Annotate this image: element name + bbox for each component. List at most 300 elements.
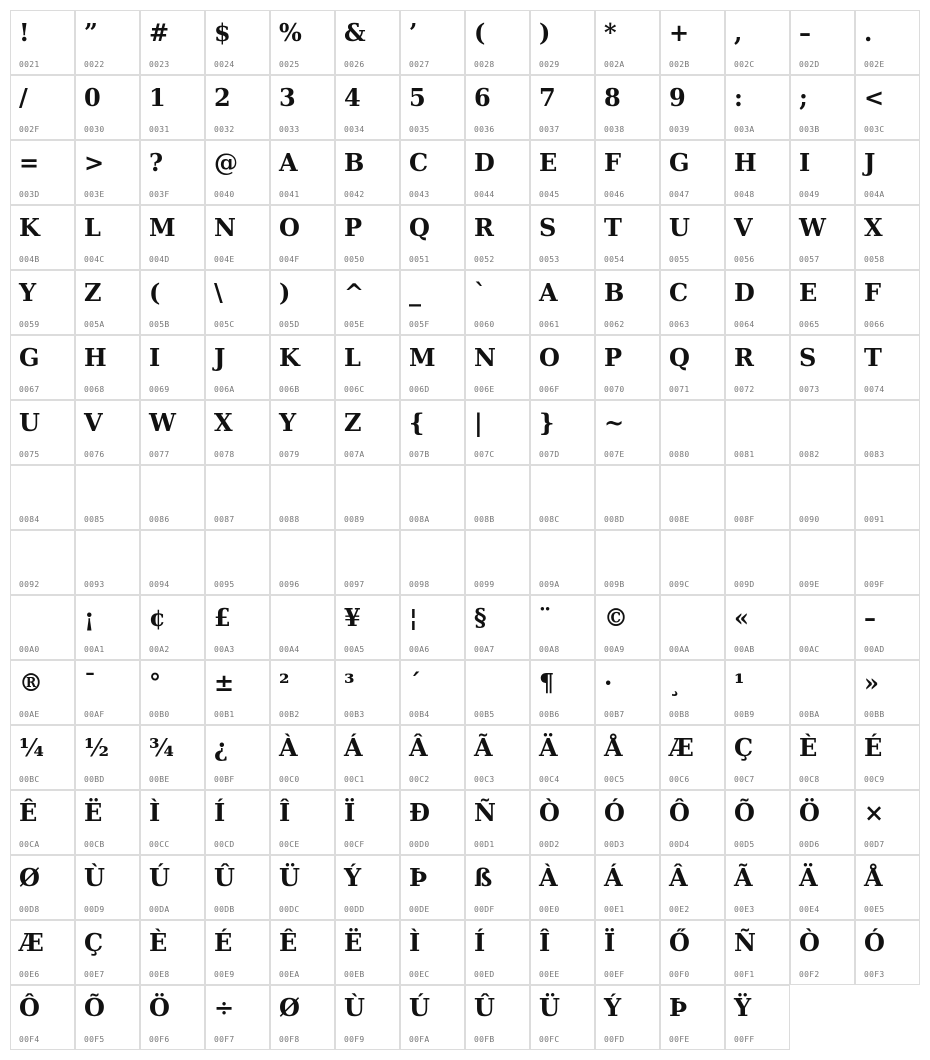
glyph-cell <box>270 530 335 595</box>
glyph-code-label: 00F2 <box>799 970 820 979</box>
glyph-character: K <box>279 343 300 372</box>
glyph-cell <box>465 530 530 595</box>
glyph-code-label: 00F0 <box>669 970 690 979</box>
glyph-code-label: 00D7 <box>864 840 885 849</box>
glyph-code-label: 00F9 <box>344 1035 365 1044</box>
glyph-code-label: 009C <box>669 580 690 589</box>
glyph-cell <box>335 595 400 660</box>
glyph-character: Ò <box>799 928 820 957</box>
glyph-cell <box>855 595 920 660</box>
glyph-code-label: 00DC <box>279 905 300 914</box>
glyph-cell <box>10 660 75 725</box>
glyph-character: 9 <box>669 83 686 112</box>
glyph-cell <box>790 335 855 400</box>
glyph-character: Ñ <box>474 798 496 827</box>
glyph-code-label: 00BC <box>19 775 40 784</box>
glyph-code-label: 0044 <box>474 190 495 199</box>
glyph-character: Þ <box>409 863 428 892</box>
glyph-code-label: 008F <box>734 515 755 524</box>
glyph-cell <box>270 465 335 530</box>
glyph-cell <box>335 205 400 270</box>
glyph-code-label: 0072 <box>734 385 755 394</box>
glyph-cell <box>790 400 855 465</box>
glyph-code-label: 0033 <box>279 125 300 134</box>
glyph-character: W <box>799 213 826 242</box>
glyph-code-label: 003F <box>149 190 170 199</box>
glyph-character: T <box>864 343 882 372</box>
glyph-cell <box>140 855 205 920</box>
glyph-cell <box>205 855 270 920</box>
glyph-character: À <box>279 733 298 762</box>
glyph-character: ¸ <box>669 668 681 697</box>
glyph-character: Á <box>344 733 363 762</box>
glyph-code-label: 0067 <box>19 385 40 394</box>
glyph-cell <box>400 75 465 140</box>
glyph-cell <box>725 595 790 660</box>
glyph-code-label: 0090 <box>799 515 820 524</box>
glyph-code-label: 00A6 <box>409 645 430 654</box>
glyph-code-label: 0024 <box>214 60 235 69</box>
glyph-character: ß <box>474 863 493 892</box>
glyph-code-label: 00E7 <box>84 970 105 979</box>
glyph-cell <box>205 985 270 1050</box>
glyph-cell <box>335 335 400 400</box>
glyph-cell <box>660 205 725 270</box>
glyph-cell <box>465 270 530 335</box>
glyph-cell <box>400 595 465 660</box>
glyph-character: ¿ <box>214 733 229 762</box>
glyph-cell <box>400 530 465 595</box>
glyph-cell <box>400 660 465 725</box>
glyph-character: Æ <box>669 733 694 762</box>
glyph-code-label: 00FC <box>539 1035 560 1044</box>
glyph-character: ¥ <box>344 603 361 632</box>
glyph-cell <box>10 790 75 855</box>
glyph-character: Æ <box>19 928 44 957</box>
glyph-cell <box>270 790 335 855</box>
glyph-code-label: 00C8 <box>799 775 820 784</box>
glyph-code-label: 009E <box>799 580 820 589</box>
glyph-code-label: 006F <box>539 385 560 394</box>
glyph-character: { <box>409 408 425 437</box>
glyph-code-label: 0041 <box>279 190 300 199</box>
glyph-code-label: 00FA <box>409 1035 430 1044</box>
glyph-cell <box>465 335 530 400</box>
glyph-character: ® <box>19 668 43 697</box>
glyph-code-label: 0059 <box>19 320 40 329</box>
glyph-cell <box>725 725 790 790</box>
glyph-character: 5 <box>409 83 426 112</box>
glyph-cell <box>75 270 140 335</box>
glyph-code-label: 004E <box>214 255 235 264</box>
glyph-code-label: 0035 <box>409 125 430 134</box>
glyph-cell <box>660 270 725 335</box>
glyph-code-label: 006C <box>344 385 365 394</box>
glyph-character: C <box>409 148 429 177</box>
glyph-character: W <box>149 408 176 437</box>
glyph-character: V <box>84 408 103 437</box>
glyph-code-label: 002F <box>19 125 40 134</box>
glyph-code-label: 00CD <box>214 840 235 849</box>
glyph-cell <box>790 140 855 205</box>
glyph-code-label: 00A7 <box>474 645 495 654</box>
glyph-character: D <box>734 278 755 307</box>
glyph-code-label: 0078 <box>214 450 235 459</box>
glyph-cell <box>530 75 595 140</box>
glyph-character: Z <box>84 278 102 307</box>
glyph-cell <box>335 530 400 595</box>
glyph-code-label: 0023 <box>149 60 170 69</box>
glyph-cell <box>790 595 855 660</box>
glyph-character: » <box>864 668 879 697</box>
glyph-code-label: 00C1 <box>344 775 365 784</box>
glyph-cell <box>400 985 465 1050</box>
glyph-cell <box>10 855 75 920</box>
glyph-cell <box>465 140 530 205</box>
glyph-character: Õ <box>84 993 105 1022</box>
glyph-code-label: 0094 <box>149 580 170 589</box>
glyph-code-label: 0051 <box>409 255 430 264</box>
glyph-cell <box>10 985 75 1050</box>
glyph-code-label: 00CB <box>84 840 105 849</box>
glyph-cell <box>725 985 790 1050</box>
glyph-cell <box>75 530 140 595</box>
glyph-cell <box>335 400 400 465</box>
glyph-code-label: 00BA <box>799 710 820 719</box>
glyph-cell <box>595 75 660 140</box>
glyph-cell <box>10 205 75 270</box>
glyph-cell <box>595 335 660 400</box>
glyph-cell <box>140 335 205 400</box>
glyph-code-label: 0098 <box>409 580 430 589</box>
glyph-character: L <box>344 343 361 372</box>
glyph-code-label: 0053 <box>539 255 560 264</box>
glyph-cell <box>530 790 595 855</box>
glyph-cell <box>855 725 920 790</box>
glyph-cell <box>855 270 920 335</box>
glyph-character: & <box>344 18 366 47</box>
glyph-character: V <box>734 213 753 242</box>
glyph-character: Ý <box>604 993 622 1022</box>
glyph-character: Ç <box>84 928 104 957</box>
glyph-code-label: 00C3 <box>474 775 495 784</box>
glyph-cell <box>660 985 725 1050</box>
glyph-character: A <box>539 278 558 307</box>
glyph-cell <box>660 790 725 855</box>
glyph-character: , <box>734 18 743 47</box>
glyph-character: Ø <box>279 993 300 1022</box>
glyph-cell <box>595 660 660 725</box>
glyph-cell <box>10 595 75 660</box>
glyph-cell <box>660 725 725 790</box>
glyph-cell <box>725 140 790 205</box>
glyph-character: < <box>864 83 885 112</box>
glyph-code-label: 002E <box>864 60 885 69</box>
glyph-character: Â <box>669 863 688 892</box>
glyph-code-label: 00F5 <box>84 1035 105 1044</box>
glyph-character: Z <box>344 408 362 437</box>
glyph-cell <box>335 855 400 920</box>
glyph-code-label: 00B4 <box>409 710 430 719</box>
glyph-character: I <box>149 343 161 372</box>
glyph-character: À <box>539 863 558 892</box>
glyph-code-label: 0064 <box>734 320 755 329</box>
glyph-character: ½ <box>84 733 110 762</box>
glyph-cell <box>595 530 660 595</box>
glyph-code-label: 004B <box>19 255 40 264</box>
glyph-character: Ò <box>539 798 560 827</box>
glyph-character: Â <box>409 733 428 762</box>
glyph-code-label: 0082 <box>799 450 820 459</box>
glyph-code-label: 006E <box>474 385 495 394</box>
glyph-character: / <box>19 83 28 112</box>
glyph-character: _ <box>409 278 421 307</box>
glyph-code-label: 00E1 <box>604 905 625 914</box>
glyph-cell <box>530 465 595 530</box>
glyph-code-label: 0065 <box>799 320 820 329</box>
glyph-character: 2 <box>214 83 231 112</box>
glyph-cell <box>205 75 270 140</box>
glyph-code-label: 0038 <box>604 125 625 134</box>
glyph-character: Q <box>409 213 430 242</box>
glyph-cell <box>270 595 335 660</box>
glyph-cell <box>140 790 205 855</box>
glyph-cell <box>660 530 725 595</box>
glyph-cell <box>530 270 595 335</box>
glyph-cell <box>790 725 855 790</box>
glyph-code-label: 00D4 <box>669 840 690 849</box>
glyph-grid <box>10 10 920 1050</box>
glyph-cell <box>205 530 270 595</box>
glyph-character: Á <box>604 863 623 892</box>
glyph-code-label: 0042 <box>344 190 365 199</box>
glyph-character: Î <box>279 798 291 827</box>
glyph-code-label: 00F6 <box>149 1035 170 1044</box>
glyph-character: C <box>669 278 689 307</box>
glyph-code-label: 0028 <box>474 60 495 69</box>
glyph-cell <box>75 335 140 400</box>
glyph-cell <box>530 595 595 660</box>
glyph-cell <box>465 75 530 140</box>
glyph-cell <box>530 855 595 920</box>
glyph-character: F <box>864 278 882 307</box>
glyph-code-label: 0070 <box>604 385 625 394</box>
glyph-cell <box>205 595 270 660</box>
glyph-cell <box>205 400 270 465</box>
glyph-code-label: 00D6 <box>799 840 820 849</box>
glyph-code-label: 0066 <box>864 320 885 329</box>
glyph-cell <box>530 530 595 595</box>
glyph-code-label: 0022 <box>84 60 105 69</box>
glyph-code-label: 0080 <box>669 450 690 459</box>
glyph-code-label: 0029 <box>539 60 560 69</box>
glyph-code-label: 00AE <box>19 710 40 719</box>
glyph-code-label: 00B1 <box>214 710 235 719</box>
glyph-code-label: 0083 <box>864 450 885 459</box>
glyph-cell <box>855 790 920 855</box>
glyph-code-label: 002C <box>734 60 755 69</box>
glyph-character: ) <box>279 278 291 307</box>
glyph-character: Ì <box>409 928 421 957</box>
glyph-character: ¾ <box>149 733 175 762</box>
glyph-code-label: 007B <box>409 450 430 459</box>
glyph-code-label: 0097 <box>344 580 365 589</box>
glyph-code-label: 004D <box>149 255 170 264</box>
glyph-code-label: 005F <box>409 320 430 329</box>
glyph-cell <box>335 660 400 725</box>
glyph-character: 0 <box>84 83 101 112</box>
glyph-code-label: 008D <box>604 515 625 524</box>
glyph-code-label: 00DE <box>409 905 430 914</box>
glyph-character: Ì <box>149 798 161 827</box>
glyph-cell <box>335 10 400 75</box>
glyph-code-label: 00A1 <box>84 645 105 654</box>
glyph-character: « <box>734 603 749 632</box>
glyph-cell <box>10 465 75 530</box>
glyph-character: 7 <box>539 83 556 112</box>
glyph-character: ¼ <box>19 733 45 762</box>
glyph-character: H <box>734 148 757 177</box>
glyph-code-label: 00B5 <box>474 710 495 719</box>
glyph-character: Ä <box>539 733 558 762</box>
glyph-cell <box>855 530 920 595</box>
glyph-code-label: 0047 <box>669 190 690 199</box>
glyph-cell <box>270 270 335 335</box>
glyph-cell <box>530 660 595 725</box>
glyph-code-label: 003C <box>864 125 885 134</box>
glyph-character: A <box>279 148 298 177</box>
glyph-cell <box>465 10 530 75</box>
glyph-code-label: 00E2 <box>669 905 690 914</box>
glyph-character: B <box>604 278 625 307</box>
glyph-character: P <box>344 213 363 242</box>
glyph-cell <box>400 465 465 530</box>
glyph-code-label: 00AD <box>864 645 885 654</box>
glyph-cell <box>465 790 530 855</box>
glyph-cell <box>660 335 725 400</box>
glyph-character: Å <box>864 863 883 892</box>
glyph-code-label: 00CA <box>19 840 40 849</box>
glyph-character: Ý <box>344 863 362 892</box>
glyph-cell <box>140 465 205 530</box>
glyph-character: ( <box>149 278 161 307</box>
glyph-character: @ <box>214 148 238 177</box>
glyph-cell <box>75 855 140 920</box>
glyph-cell <box>75 595 140 660</box>
glyph-character: ; <box>799 83 808 112</box>
glyph-cell <box>335 75 400 140</box>
glyph-code-label: 00A3 <box>214 645 235 654</box>
glyph-code-label: 00DB <box>214 905 235 914</box>
glyph-code-label: 00A8 <box>539 645 560 654</box>
glyph-code-label: 006B <box>279 385 300 394</box>
glyph-cell <box>335 725 400 790</box>
glyph-cell <box>530 920 595 985</box>
glyph-cell <box>205 270 270 335</box>
glyph-code-label: 0030 <box>84 125 105 134</box>
glyph-code-label: 0086 <box>149 515 170 524</box>
glyph-cell <box>530 10 595 75</box>
glyph-character: M <box>149 213 176 242</box>
glyph-cell <box>465 465 530 530</box>
glyph-cell <box>790 660 855 725</box>
glyph-character: U <box>669 213 690 242</box>
glyph-code-label: 0058 <box>864 255 885 264</box>
glyph-cell <box>530 725 595 790</box>
glyph-cell <box>790 920 855 985</box>
glyph-cell <box>205 140 270 205</box>
glyph-cell <box>140 10 205 75</box>
glyph-code-label: 00A5 <box>344 645 365 654</box>
glyph-character: É <box>864 733 883 762</box>
glyph-cell <box>465 595 530 660</box>
glyph-character: ± <box>214 668 235 697</box>
glyph-cell <box>75 660 140 725</box>
glyph-character: T <box>604 213 622 242</box>
glyph-character: ¯ <box>84 668 96 697</box>
glyph-cell <box>790 270 855 335</box>
glyph-code-label: 004F <box>279 255 300 264</box>
glyph-character: – <box>864 603 876 632</box>
glyph-code-label: 005B <box>149 320 170 329</box>
glyph-character: : <box>734 83 743 112</box>
glyph-character: Đ <box>409 798 430 827</box>
glyph-cell <box>465 920 530 985</box>
glyph-character: S <box>539 213 557 242</box>
glyph-character: J <box>214 343 226 372</box>
glyph-code-label: 00C6 <box>669 775 690 784</box>
glyph-cell <box>725 335 790 400</box>
glyph-character: G <box>19 343 40 372</box>
glyph-code-label: 00F8 <box>279 1035 300 1044</box>
glyph-cell <box>75 725 140 790</box>
glyph-code-label: 003E <box>84 190 105 199</box>
glyph-cell <box>75 920 140 985</box>
glyph-character: Û <box>214 863 235 892</box>
glyph-cell <box>10 10 75 75</box>
glyph-character: J <box>864 148 876 177</box>
glyph-code-label: 00B6 <box>539 710 560 719</box>
glyph-character: Ê <box>19 798 38 827</box>
glyph-cell <box>205 205 270 270</box>
glyph-code-label: 00E9 <box>214 970 235 979</box>
glyph-cell <box>205 10 270 75</box>
glyph-character: Y <box>279 408 297 437</box>
glyph-character: 3 <box>279 83 296 112</box>
glyph-cell <box>140 270 205 335</box>
glyph-code-label: 00ED <box>474 970 495 979</box>
glyph-code-label: 00DD <box>344 905 365 914</box>
glyph-code-label: 008C <box>539 515 560 524</box>
glyph-code-label: 008B <box>474 515 495 524</box>
glyph-code-label: 00F3 <box>864 970 885 979</box>
glyph-code-label: 0043 <box>409 190 430 199</box>
glyph-cell <box>10 335 75 400</box>
glyph-cell <box>725 465 790 530</box>
glyph-character: N <box>474 343 496 372</box>
glyph-character: Q <box>669 343 690 372</box>
glyph-code-label: 0077 <box>149 450 170 459</box>
glyph-character: ¹ <box>734 668 745 697</box>
glyph-cell <box>10 270 75 335</box>
glyph-cell <box>790 205 855 270</box>
glyph-character: Ô <box>669 798 690 827</box>
glyph-character: ’ <box>409 18 418 47</box>
glyph-code-label: 00D2 <box>539 840 560 849</box>
glyph-code-label: 009B <box>604 580 625 589</box>
glyph-code-label: 009F <box>864 580 885 589</box>
glyph-cell <box>270 985 335 1050</box>
